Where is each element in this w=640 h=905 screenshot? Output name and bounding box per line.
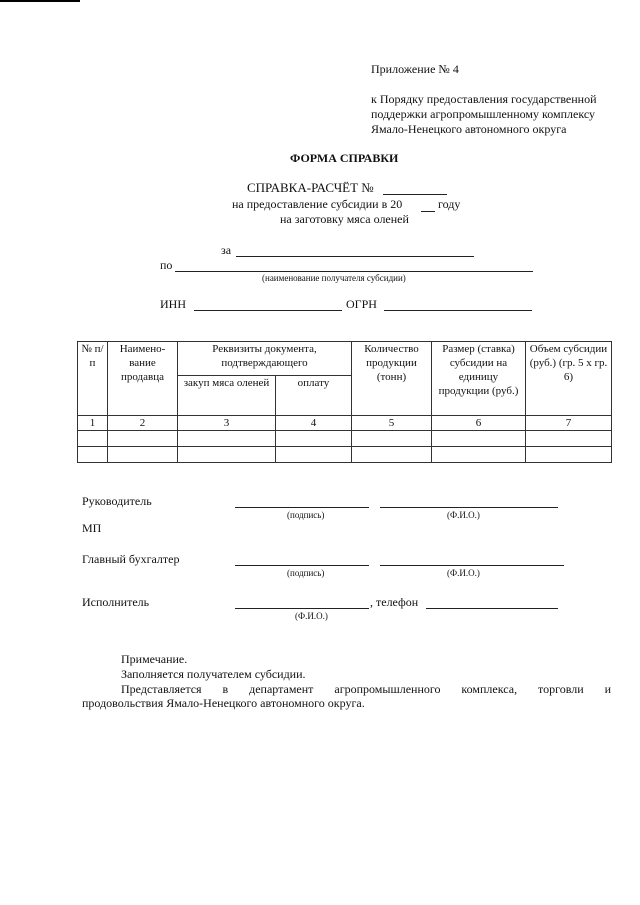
document-number-line <box>383 194 447 195</box>
header-document: Реквизиты документа, подтверждающего <box>178 342 352 376</box>
po-label: по <box>160 258 173 272</box>
document-title: СПРАВКА-РАСЧЁТ № <box>247 180 374 195</box>
column-number: 3 <box>178 416 276 431</box>
column-number: 7 <box>526 416 612 431</box>
column-number: 6 <box>432 416 526 431</box>
ogrn-line <box>384 310 532 311</box>
za-label: за <box>221 243 232 257</box>
accountant-signature-line <box>235 565 369 566</box>
inn-line <box>194 310 342 311</box>
header-seller: Наимено-вание продавца <box>108 342 178 416</box>
note-line-2: Представляется в департамент агропромышленного комплекса, торговли и <box>121 682 611 696</box>
header-quantity: Количество продукции (тонн) <box>352 342 432 416</box>
executor-label: Исполнитель <box>82 595 150 609</box>
year-line <box>421 211 435 212</box>
table-row <box>78 447 612 463</box>
header-volume: Объем субсидии (руб.) (гр. 5 x гр. 6) <box>526 342 612 416</box>
executor-fio-caption: (Ф.И.О.) <box>295 611 328 621</box>
table-cell <box>78 447 108 463</box>
stamp-label: МП <box>82 521 102 535</box>
head-fio-line <box>380 507 558 508</box>
table-cell <box>526 431 612 447</box>
phone-label: , телефон <box>370 595 419 609</box>
inn-label: ИНН <box>160 297 186 311</box>
header-purchase: закуп мяса оленей <box>178 376 276 416</box>
table-cell <box>78 431 108 447</box>
top-edge-line <box>0 0 80 2</box>
table-cell <box>526 447 612 463</box>
appendix-line-1: к Порядку предоставления государственной <box>371 92 597 106</box>
table-cell <box>276 447 352 463</box>
table-row <box>78 431 612 447</box>
column-number: 2 <box>108 416 178 431</box>
column-number: 5 <box>352 416 432 431</box>
head-signature-caption: (подпись) <box>287 510 325 520</box>
note-line-3: продовольствия Ямало-Ненецкого автономного округа. <box>82 696 365 710</box>
form-title: ФОРМА СПРАВКИ <box>290 151 399 165</box>
table-cell <box>108 431 178 447</box>
phone-line <box>426 608 558 609</box>
appendix-line-2: поддержки агропромышленному комплексу <box>371 107 596 121</box>
subtitle-part-2: году <box>438 197 461 211</box>
recipient-caption: (наименование получателя субсидии) <box>262 273 406 283</box>
appendix-line-3: Ямало-Ненецкого автономного округа <box>371 122 567 136</box>
note-title: Примечание. <box>121 652 188 666</box>
za-line <box>236 256 474 257</box>
note-line-1: Заполняется получателем субсидии. <box>121 667 306 681</box>
column-number-row <box>78 416 612 431</box>
table-cell <box>352 447 432 463</box>
accountant-signature-caption: (подпись) <box>287 568 325 578</box>
header-rate: Размер (ставка) субсидии на единицу продукции (руб.) <box>432 342 526 416</box>
table-cell <box>108 447 178 463</box>
subtitle-part-1: на предоставление субсидии в 20 <box>232 197 403 211</box>
head-label: Руководитель <box>82 494 152 508</box>
appendix-number: Приложение № 4 <box>371 62 459 76</box>
header-number: № п/п <box>78 342 108 416</box>
table-cell <box>276 431 352 447</box>
subtitle-line-2: на заготовку мяса оленей <box>280 212 409 226</box>
accountant-label: Главный бухгалтер <box>82 552 180 566</box>
accountant-fio-line <box>380 565 564 566</box>
column-number: 4 <box>276 416 352 431</box>
column-number: 1 <box>78 416 108 431</box>
header-payment: оплату <box>276 376 352 416</box>
table-cell <box>178 447 276 463</box>
accountant-fio-caption: (Ф.И.О.) <box>447 568 480 578</box>
ogrn-label: ОГРН <box>346 297 377 311</box>
executor-fio-line <box>235 608 369 609</box>
table-cell <box>432 431 526 447</box>
calculation-table <box>77 341 612 463</box>
table-cell <box>178 431 276 447</box>
head-fio-caption: (Ф.И.О.) <box>447 510 480 520</box>
head-signature-line <box>235 507 369 508</box>
po-line <box>175 271 533 272</box>
table-cell <box>432 447 526 463</box>
table-cell <box>352 431 432 447</box>
